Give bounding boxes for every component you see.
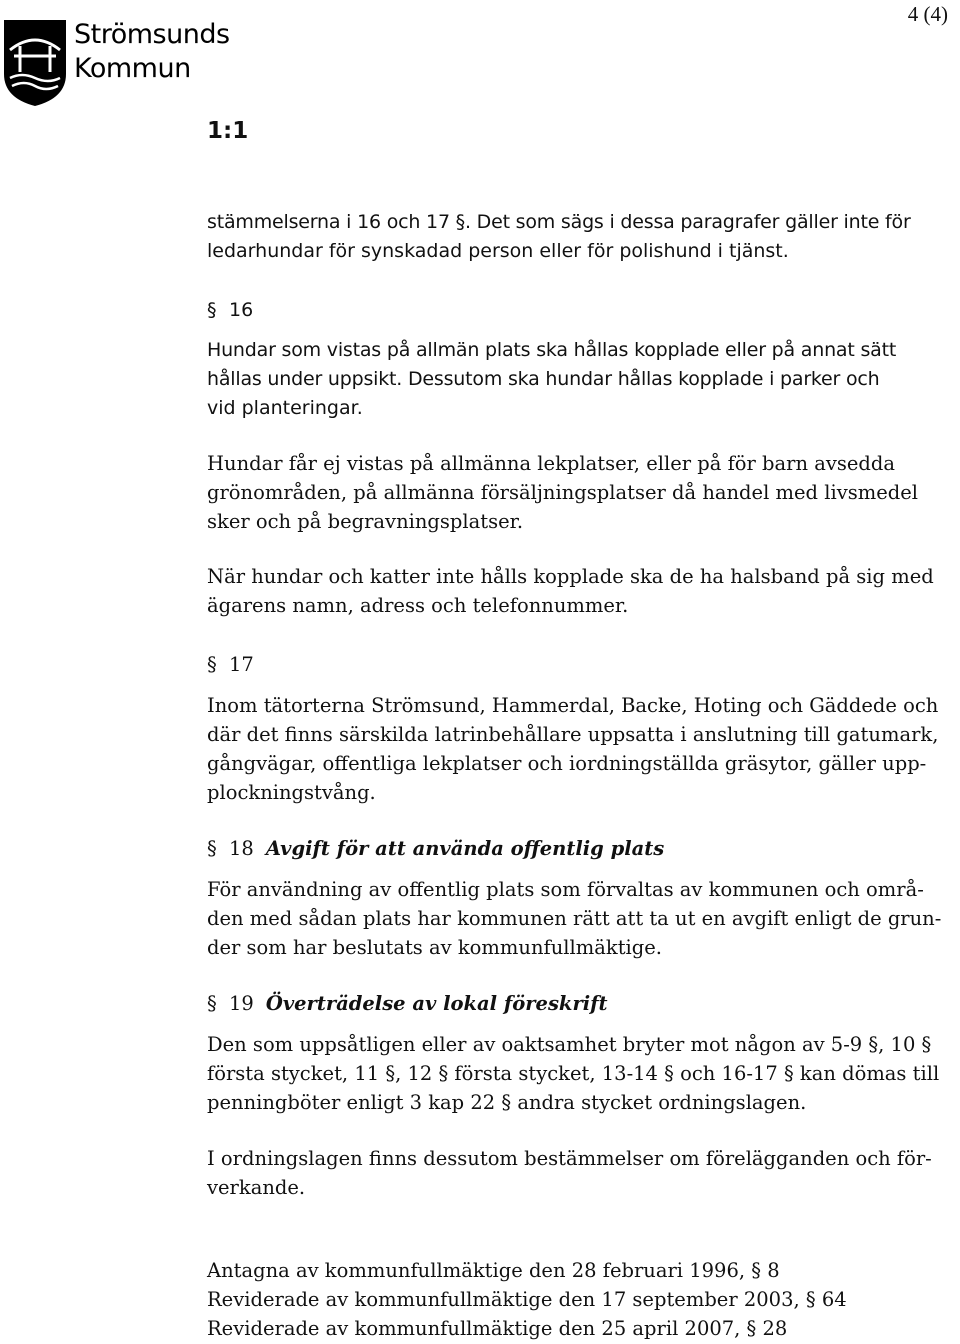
section-19-heading	[207, 989, 957, 1018]
section-16-paragraph-3	[207, 562, 957, 620]
section-sign: §	[207, 299, 217, 321]
section-16-paragraph-2	[207, 449, 957, 536]
section-16-heading	[207, 296, 957, 325]
section-sign: §	[207, 837, 217, 860]
revision-line: Reviderade av kommunfullmäktige den 17 september 2003, § 64	[207, 1288, 847, 1311]
section-sign: §	[207, 653, 217, 676]
section-sign: §	[207, 992, 217, 1015]
text-line: den med sådan plats har kommunen rätt att ta ut en avgift enligt de grun-	[207, 907, 942, 930]
text-line: gångvägar, offentliga lekplatser och iordningställda gräsytor, gäller upp-	[207, 752, 927, 775]
section-number: 19	[229, 992, 254, 1015]
text-line: Hundar får ej vistas på allmänna lekplatser, eller på för barn avsedda	[207, 452, 896, 475]
text-line: första stycket, 11 §, 12 § första stycket, 13-14 § och 16-17 § kan dömas till	[207, 1062, 940, 1085]
text-line: der som har beslutats av kommunfullmäktige.	[207, 936, 662, 959]
text-line: vid planteringar.	[207, 397, 363, 419]
adoption-history	[207, 1256, 957, 1343]
section-title: Avgift för att använda offentlig plats	[265, 837, 665, 860]
text-line: När hundar och katter inte hålls kopplade ska de ha halsband på sig med	[207, 565, 934, 588]
section-17-paragraph	[207, 691, 957, 807]
section-title: Överträdelse av lokal föreskrift	[265, 992, 608, 1015]
text-line: Inom tätorterna Strömsund, Hammerdal, Backe, Hoting och Gäddede och	[207, 694, 939, 717]
page-number: 4 (4)	[907, 2, 948, 26]
section-18-heading	[207, 834, 957, 863]
section-19-paragraph-2	[207, 1144, 957, 1202]
text-line: stämmelserna i 16 och 17 §. Det som sägs i dessa paragrafer gäller inte för	[207, 211, 911, 233]
section-18-paragraph	[207, 875, 957, 962]
section-number: 16	[229, 299, 254, 321]
text-line: penningböter enligt 3 kap 22 § andra stycket ordningslagen.	[207, 1091, 807, 1114]
text-line: verkande.	[207, 1176, 306, 1199]
logo-line-1: Strömsunds	[74, 19, 230, 50]
coat-of-arms-icon	[0, 16, 70, 108]
section-number: 18	[229, 837, 254, 860]
section-16-paragraph-1	[207, 336, 957, 423]
text-line: ägarens namn, adress och telefonnummer.	[207, 594, 629, 617]
adoption-line: Antagna av kommunfullmäktige den 28 februari 1996, § 8	[207, 1259, 780, 1282]
logo-line-2: Kommun	[74, 53, 191, 84]
text-line: I ordningslagen finns dessutom bestämmelser om förelägganden och för-	[207, 1147, 932, 1170]
text-line: ledarhundar för synskadad person eller för polishund i tjänst.	[207, 240, 789, 262]
text-line: grönområden, på allmänna försäljningsplatser då handel med livsmedel	[207, 481, 919, 504]
intro-paragraph	[207, 208, 957, 266]
section-17-heading	[207, 650, 957, 679]
text-line: hållas under uppsikt. Dessutom ska hundar hållas kopplade i parker och	[207, 368, 880, 390]
section-number: 17	[229, 653, 254, 676]
document-body	[207, 208, 957, 1202]
municipality-logo	[0, 16, 230, 108]
document-reference: 1:1	[207, 118, 249, 144]
page-header	[0, 0, 960, 110]
text-line: Den som uppsåtligen eller av oaktsamhet bryter mot någon av 5-9 §, 10 §	[207, 1033, 932, 1056]
text-line: sker och på begravningsplatser.	[207, 510, 524, 533]
logo-wordmark	[74, 18, 230, 86]
text-line: För användning av offentlig plats som förvaltas av kommunen och områ-	[207, 878, 924, 901]
section-19-paragraph-1	[207, 1030, 957, 1117]
text-line: plockningstvång.	[207, 781, 376, 804]
revision-line: Reviderade av kommunfullmäktige den 25 april 2007, § 28	[207, 1317, 788, 1340]
text-line: Hundar som vistas på allmän plats ska hållas kopplade eller på annat sätt	[207, 339, 897, 361]
text-line: där det finns särskilda latrinbehållare uppsatta i anslutning till gatumark,	[207, 723, 939, 746]
